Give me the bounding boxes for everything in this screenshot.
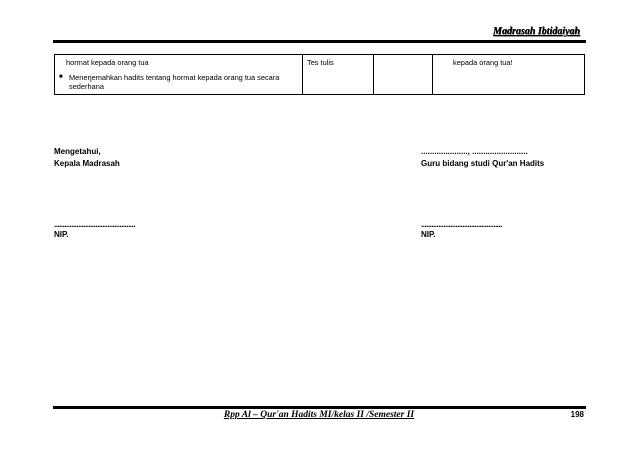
- table-cell-instrument: kepada orang tua!: [433, 55, 585, 95]
- date-placeholder: ....................., .........................: [421, 147, 528, 156]
- header-rule: [53, 40, 586, 43]
- table-cell-empty: [374, 55, 433, 95]
- left-signature-labels: [54, 146, 120, 170]
- kepala-madrasah-label: Kepala Madrasah: [54, 159, 120, 168]
- square-bullet-icon: ■: [59, 74, 63, 80]
- guru-label: Guru bidang studi Qur'an Hadits: [421, 159, 545, 168]
- header-title: Madrasah Ibtidaiyah: [493, 26, 580, 37]
- mengetahui-label: Mengetahui,: [54, 147, 101, 156]
- footer-text: Rpp Al – Qur'an Hadits MI/kelas II /Semester II: [223, 410, 415, 420]
- indicator-bullet-item: [59, 73, 298, 91]
- table-cell-indicator: [55, 55, 303, 95]
- indicator-bullet-text: Menerjemahkan hadits tentang hormat kepada orang tua secara sederhana: [69, 73, 280, 91]
- left-nip-label: NIP.: [54, 230, 69, 239]
- right-nip-label: NIP.: [421, 230, 436, 239]
- content-table: [54, 54, 585, 95]
- page-number: 198: [570, 410, 584, 419]
- table-row: [55, 55, 585, 95]
- table-cell-technique: Tes tulis: [303, 55, 374, 95]
- left-signature-line: ...............................................: [54, 220, 135, 229]
- right-signature-line: ...............................................: [421, 220, 502, 229]
- indicator-line: hormat kepada orang tua: [66, 58, 149, 67]
- footer-rule: [53, 406, 586, 409]
- right-signature-labels: [421, 146, 544, 170]
